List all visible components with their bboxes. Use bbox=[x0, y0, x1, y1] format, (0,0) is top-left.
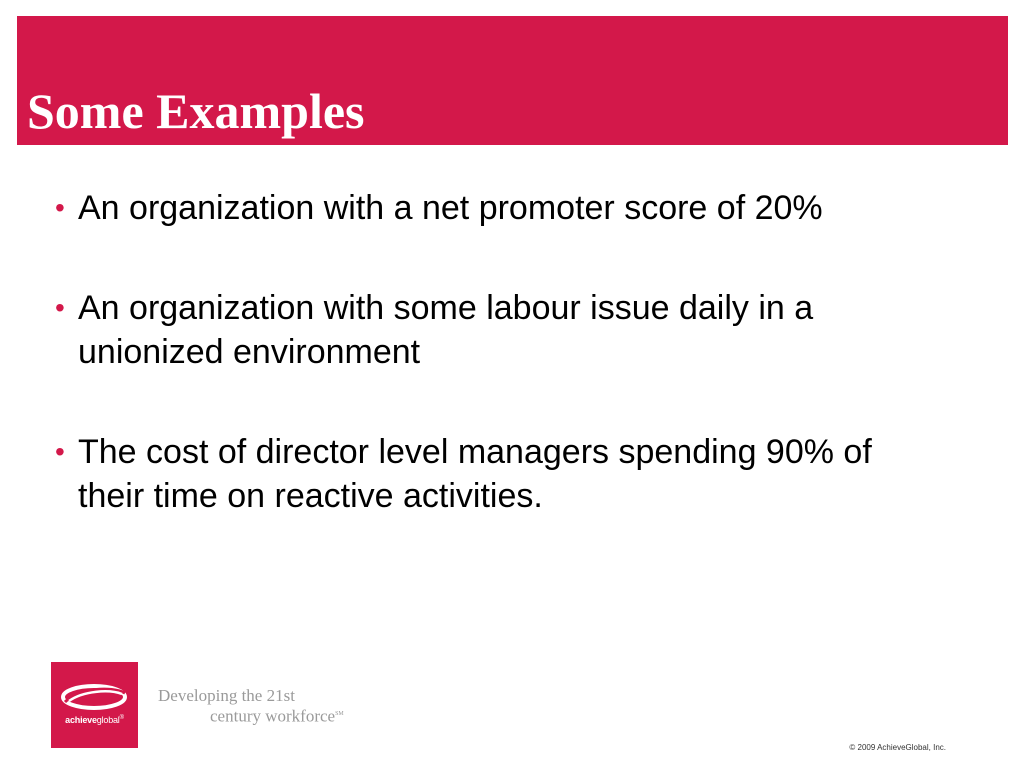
bullet-marker: • bbox=[55, 436, 65, 467]
bullet-text: An organization with a net promoter score of 20% bbox=[78, 189, 823, 227]
tagline-line2-text: century workforce bbox=[210, 706, 336, 726]
bullet-item bbox=[53, 186, 958, 230]
logo-wordmark bbox=[51, 715, 138, 725]
tagline-mark: SM bbox=[335, 711, 344, 717]
bullet-marker: • bbox=[55, 192, 65, 223]
copyright-notice: © 2009 AchieveGlobal, Inc. bbox=[849, 743, 946, 752]
bullet-text: The cost of director level managers spending 90% of their time on reactive activities. bbox=[78, 433, 872, 515]
bullet-marker: • bbox=[55, 292, 65, 323]
bullet-list bbox=[53, 186, 958, 518]
tagline bbox=[158, 686, 344, 726]
bullet-text: An organization with some labour issue daily in a unionized environment bbox=[78, 289, 814, 371]
achieveglobal-swoosh-icon bbox=[59, 680, 130, 714]
tagline-line1: Developing the 21st bbox=[158, 686, 295, 705]
slide-title: Some Examples bbox=[27, 83, 365, 139]
title-bar bbox=[17, 16, 1008, 145]
logo-word-mark: ® bbox=[119, 715, 124, 721]
tagline-line2 bbox=[158, 705, 344, 726]
achieveglobal-logo bbox=[51, 662, 138, 748]
logo-word-light: global bbox=[96, 715, 120, 725]
bullet-item bbox=[53, 286, 958, 374]
logo-word-bold: achieve bbox=[65, 715, 97, 725]
bullet-item bbox=[53, 430, 958, 518]
